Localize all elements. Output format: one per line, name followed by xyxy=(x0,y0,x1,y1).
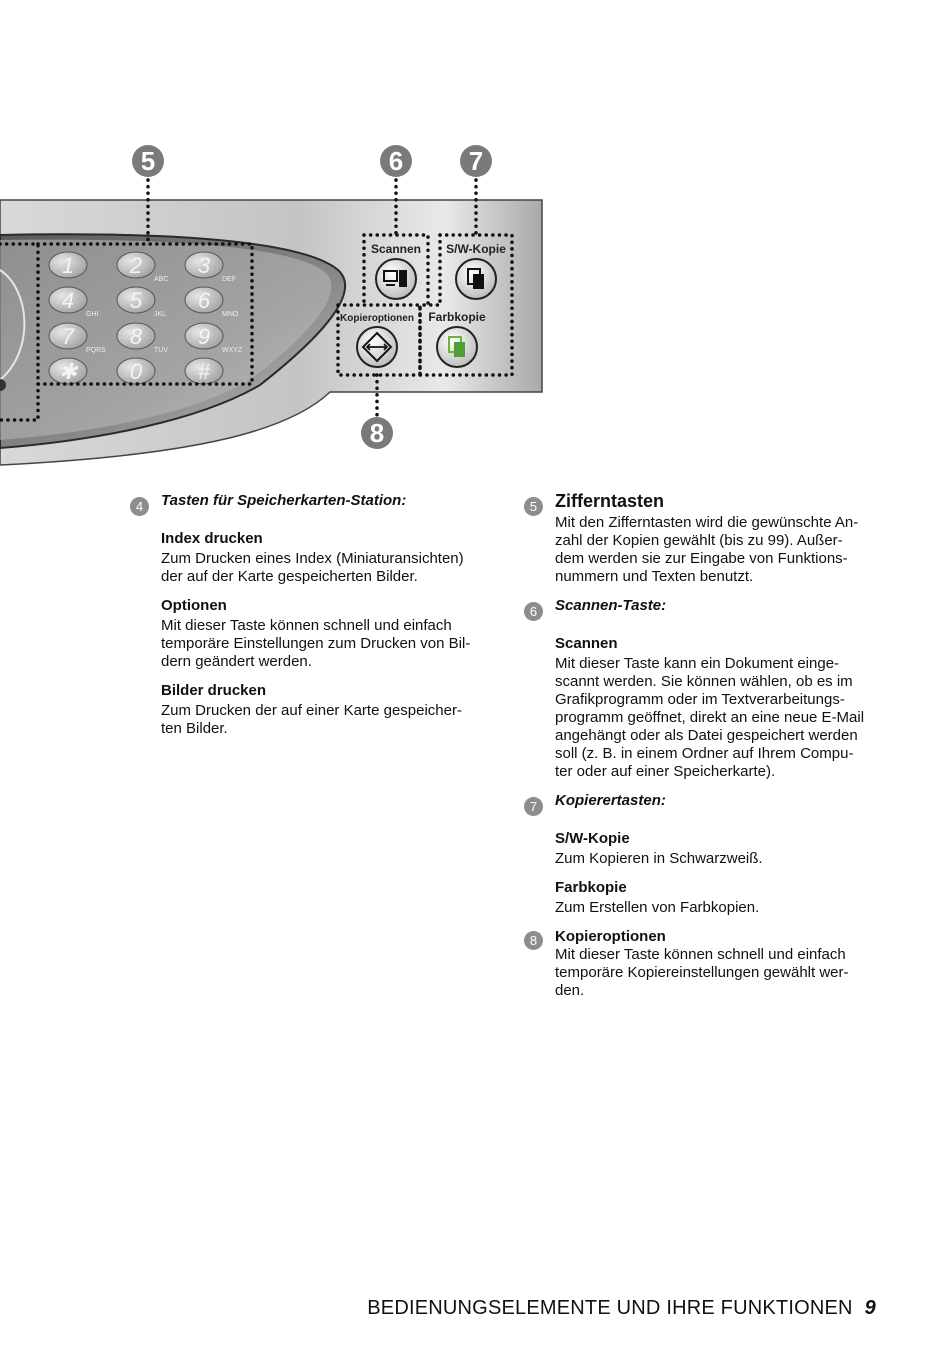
text-line: temporäre Kopiereinstellungen gewählt wer- xyxy=(555,964,849,981)
text-line: Mit den Zifferntasten wird die gewünschte An- xyxy=(555,514,859,531)
keypad-letters: ABC xyxy=(154,276,169,283)
text-line: Zum Drucken eines Index (Miniaturansichten) xyxy=(161,550,464,567)
keypad-digit: # xyxy=(197,359,211,384)
item-heading: Index drucken xyxy=(161,530,263,547)
text-line: Mit dieser Taste können schnell und einfach xyxy=(161,617,452,634)
text-line: soll (z. B. in einem Ordner auf Ihrem Compu- xyxy=(555,745,854,762)
section-5 xyxy=(524,490,889,586)
keypad-digit: ✱ xyxy=(58,359,78,384)
callout-5 xyxy=(132,145,164,177)
text-line: ter oder auf einer Speicherkarte). xyxy=(555,763,776,780)
text-line: programm geöffnet, direkt an eine neue E-Mail xyxy=(555,709,865,726)
section-8-title: Kopieroptionen xyxy=(555,928,666,945)
text-line: Mit dieser Taste kann ein Dokument einge- xyxy=(555,655,840,672)
section-8 xyxy=(524,928,889,1000)
keypad-digit: 0 xyxy=(129,359,143,384)
section-number-8: 8 xyxy=(524,931,543,950)
section-4-title: Tasten für Speicherkarten-Station: xyxy=(161,492,407,509)
item-optionen xyxy=(161,597,495,671)
text-line: temporäre Einstellungen zum Drucken von Bil- xyxy=(161,635,471,652)
keypad-digit: 3 xyxy=(197,253,211,278)
label-kopieroptionen: Kopieroptionen xyxy=(340,313,414,324)
keypad-key-hash[interactable] xyxy=(185,358,223,384)
keypad-key-star[interactable] xyxy=(49,358,87,384)
keypad-letters: MNO xyxy=(222,311,239,318)
keypad-digit: 6 xyxy=(197,288,211,313)
bw-copy-button[interactable] xyxy=(456,259,496,299)
text-line: Zum Kopieren in Schwarzweiß. xyxy=(555,850,763,867)
item-heading: Optionen xyxy=(161,597,227,614)
page-footer xyxy=(367,1297,876,1320)
label-sw-kopie: S/W-Kopie xyxy=(446,242,506,256)
text-line: angehängt oder als Datei gespeichert werden xyxy=(555,727,858,744)
left-column xyxy=(130,490,495,738)
text-line: dem werden sie zur Eingabe von Funktions- xyxy=(555,550,848,567)
text-line: Grafikprogramm oder im Textverarbeitungs- xyxy=(555,691,845,708)
keypad-digit: 1 xyxy=(61,253,75,278)
section-5-title: Zifferntasten xyxy=(555,491,665,511)
keypad-letters: TUV xyxy=(154,347,168,354)
keypad-digit: 8 xyxy=(129,324,143,349)
section-number-5: 5 xyxy=(524,497,543,516)
color-copy-button[interactable] xyxy=(437,327,477,367)
callout-8 xyxy=(361,417,393,449)
keypad-letters: DEF xyxy=(222,276,236,283)
item-heading: Farbkopie xyxy=(555,879,627,896)
svg-text:6: 6 xyxy=(388,146,404,176)
svg-text:8: 8 xyxy=(369,418,385,448)
footer-title: BEDIENUNGSELEMENTE UND IHRE FUNKTIONEN xyxy=(367,1297,853,1319)
text-line: Zum Drucken der auf einer Karte gespeicher- xyxy=(161,702,462,719)
keypad-digit: 2 xyxy=(129,253,143,278)
keypad-digit: 7 xyxy=(61,324,75,349)
item-heading: Bilder drucken xyxy=(161,682,267,699)
section-number-6: 6 xyxy=(524,602,543,621)
keypad-letters: JKL xyxy=(154,311,167,318)
text-line: ten Bilder. xyxy=(161,720,228,737)
text-line: Mit dieser Taste können schnell und einfach xyxy=(555,946,846,963)
copy-options-button[interactable] xyxy=(357,327,397,367)
item-heading: Scannen xyxy=(555,635,618,652)
svg-text:5: 5 xyxy=(140,146,156,176)
item-index-drucken xyxy=(161,530,495,586)
text-line: scannt werden. Sie können wählen, ob es im xyxy=(555,673,853,690)
section-6-title: Scannen-Taste: xyxy=(555,597,667,614)
page-number: 9 xyxy=(864,1297,876,1319)
svg-text:7: 7 xyxy=(468,146,484,176)
keypad-key-1[interactable] xyxy=(49,252,87,278)
section-number-4: 4 xyxy=(130,497,149,516)
item-heading: S/W-Kopie xyxy=(555,830,630,847)
text-line: den. xyxy=(555,982,585,999)
right-column xyxy=(524,490,889,1000)
callout-7 xyxy=(460,145,492,177)
keypad-key-0[interactable] xyxy=(117,358,155,384)
text-line: zahl der Kopien gewählt (bis zu 99). Außer- xyxy=(555,532,843,549)
text-line: nummern und Texten benutzt. xyxy=(555,568,754,585)
section-7-title: Kopierertasten: xyxy=(555,792,666,809)
keypad-digit: 5 xyxy=(129,288,143,313)
callout-6 xyxy=(380,145,412,177)
keypad-letters: WXYZ xyxy=(222,347,243,354)
scan-button[interactable] xyxy=(376,259,416,299)
item-bilder-drucken xyxy=(161,682,495,738)
text-line: dern geändert werden. xyxy=(161,653,312,670)
section-7 xyxy=(524,790,889,917)
label-farbkopie: Farbkopie xyxy=(428,310,486,324)
keypad-letters: GHI xyxy=(86,311,99,318)
text-line: der auf der Karte gespeicherten Bilder. xyxy=(161,568,418,585)
label-scannen: Scannen xyxy=(370,242,422,256)
section-6 xyxy=(524,595,889,781)
text-line: Zum Erstellen von Farbkopien. xyxy=(555,899,760,916)
keypad-letters: PQRS xyxy=(86,347,106,354)
keypad-digit: 9 xyxy=(197,324,211,349)
control-panel-illustration xyxy=(0,0,950,470)
section-4 xyxy=(130,490,495,738)
keypad-digit: 4 xyxy=(61,288,75,313)
section-number-7: 7 xyxy=(524,797,543,816)
